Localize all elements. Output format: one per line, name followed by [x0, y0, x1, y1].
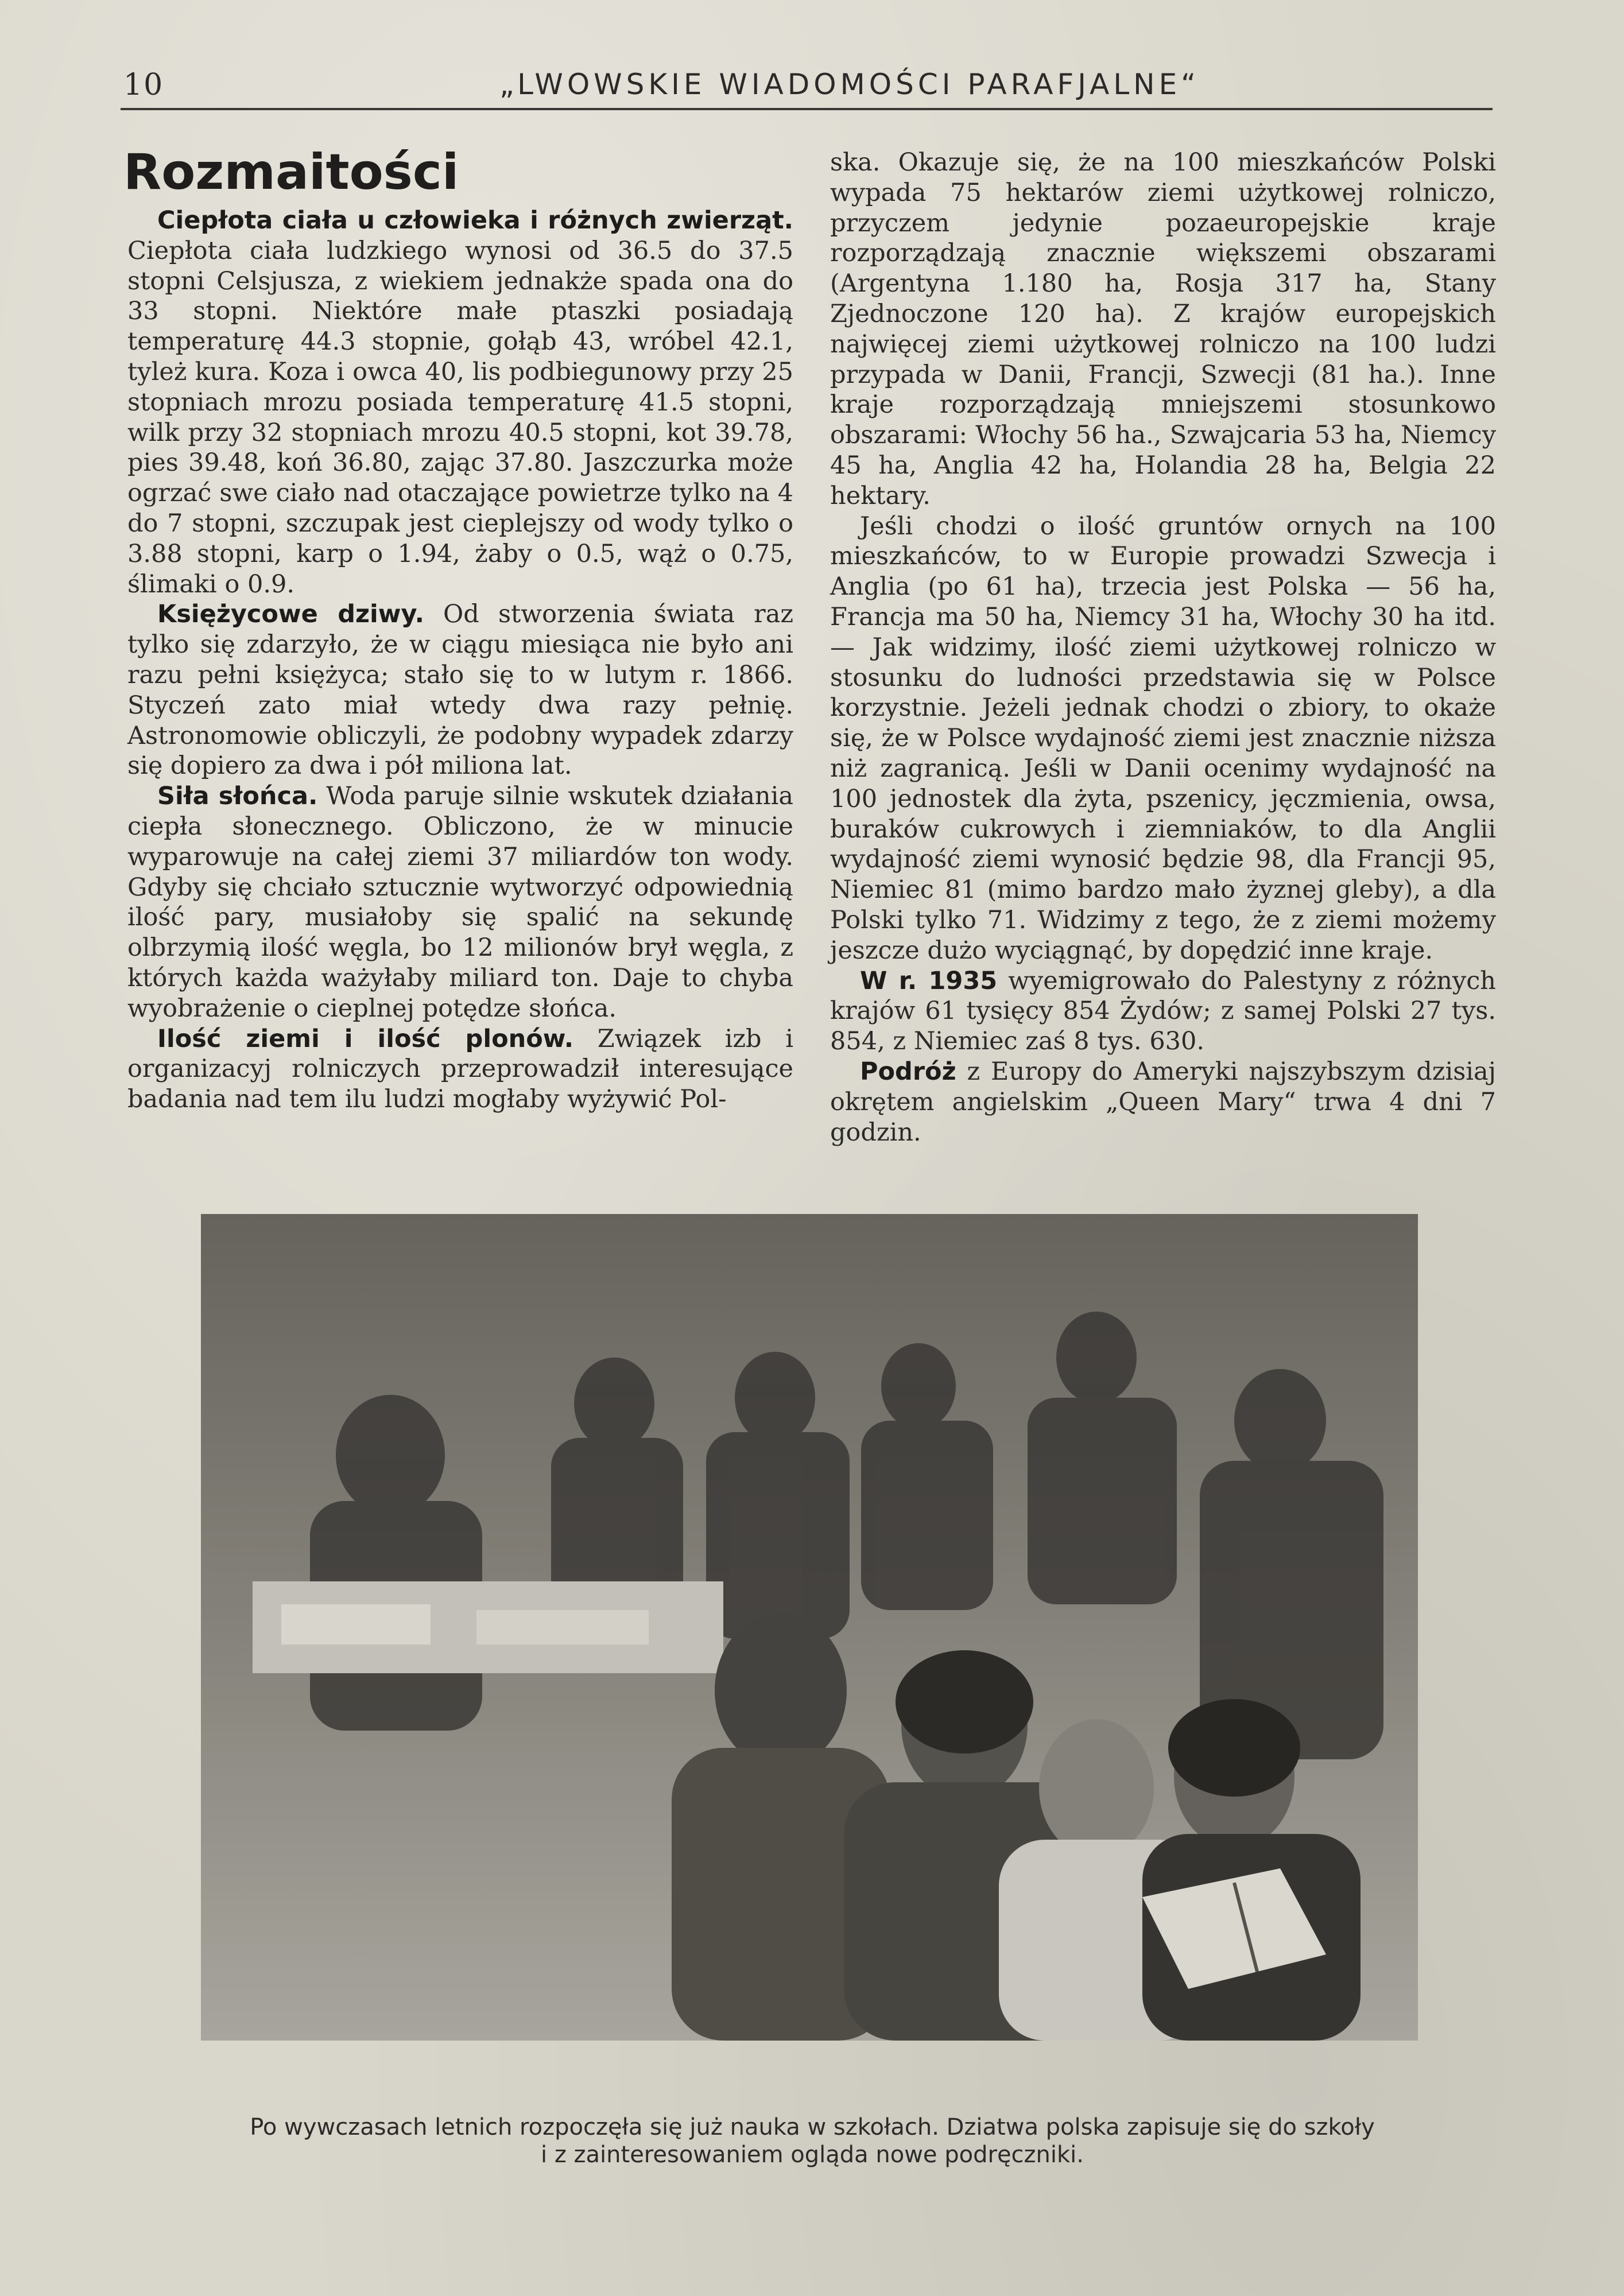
caption-line: Po wywczasach letnich rozpoczęła się już nauka w szkołach. Dziatwa polska zapisuje się do szkoły [250, 2114, 1375, 2140]
publication-title: „LWOWSKIE WIADOMOŚCI PARAFJALNE“ [499, 68, 1200, 101]
article-text: Jeśli chodzi o ilość gruntów ornych na 100 mieszkańców, to w Europie prowadzi Szwecja i Anglia (po 61 ha), trzecia jest Polska — 56 ha, Francja ma 50 ha, Niemcy 31 ha, Włochy 30 ha itd. — Jak widzimy, ilość ziemi użytkowej rolniczo w stosunku do ludności przedstawia się w Polsce korzystnie. Jeżeli jednak chodzi o zbiory, to okaże się, że w Polsce wydajność ziemi jest znacznie niższa niż zagranicą. Jeśli w Danii ocenimy wydajność na 100 jednostek dla żyta, pszenicy, jęczmienia, owsa, buraków cukrowych i ziemniaków, to dla Anglii wydajność ziemi wynosić będzie 98, dla Francji 95, Niemiec 81 (mimo bardzo mało żyznej gleby), a dla Polski tylko 71. Widzimy z tego, że z ziemi możemy jeszcze dużo wyciągnąć, by dopędzić inne kraje. [830, 511, 1496, 965]
schoolchildren-reading-textbook-icon [201, 1214, 1418, 2041]
article-text: z Europy do Ameryki najszybszym dzisiaj okrętem angielskim „Queen Mary“ trwa 4 dni 7 godzin. [830, 1057, 1496, 1147]
article-text: Związek izb i organizacyj rolniczych przeprowadził interesujące badania nad tem ilu ludzi mogłaby wyżywić Pol- [127, 1024, 793, 1114]
photo-caption [144, 2113, 1481, 2169]
article-arable-land [830, 511, 1496, 966]
article-land-yield-continued [830, 148, 1496, 511]
article-moon [127, 599, 793, 781]
article-lead: W r. 1935 [860, 966, 998, 995]
header-divider [121, 108, 1493, 110]
left-column [127, 205, 793, 1115]
article-text: Od stworzenia świata raz tylko się zdarzyło, że w ciągu miesiąca nie było ani razu pełni księżyca; stało się to w lutym r. 1866. Styczeń zato miał wtedy dwa razy pełnię. Astronomowie obliczyli, że podobny wypadek zdarzy się dopiero za dwa i pół miliona lat. [127, 600, 794, 781]
article-lead: Siła słońca. [157, 782, 318, 811]
article-text: ska. Okazuje się, że na 100 mieszkańców Polski wypada 75 hektarów ziemi użytkowej rolniczo, przyczem jedynie pozaeuropejskie kraje rozporządzają znacznie większemi obszarami (Argentyna 1.180 ha, Rosja 317 ha, Stany Zjednoczone 120 ha). Z krajów europejskich najwięcej ziemi użytkowej rolniczo na 100 ludzi przypada w Danii, Francji, Szwecji (81 ha.). Inne kraje rozporządzają mniejszemi stosunkowo obszarami: Włochy 56 ha., Szwajcaria 53 ha, Niemcy 45 ha, Anglia 42 ha, Holandia 28 ha, Belgia 22 hektary. [830, 148, 1496, 510]
section-title: Rozmaitości [123, 144, 459, 201]
article-text: wyemigrowało do Palestyny z różnych krajów 61 tysięcy 854 Żydów; z samej Polski 27 tys. 854, z Niemiec zaś 8 tys. 630. [830, 966, 1496, 1056]
article-lead: Podróż [860, 1057, 956, 1086]
page-number: 10 [123, 68, 164, 102]
article-emigration [830, 966, 1496, 1057]
caption-line: i z zainteresowaniem ogląda nowe podręczniki. [541, 2142, 1084, 2168]
article-sun-power [127, 781, 793, 1023]
schoolchildren-photo [201, 1214, 1418, 2041]
right-column [830, 148, 1496, 1147]
article-text: Ciepłota ciała ludzkiego wynosi od 36.5 do 37.5 stopni Celsjusza, z wiekiem jednakże spada ona do 33 stopni. Niektóre małe ptaszki posiadają temperaturę 44.3 stopnie, gołąb 43, wróbel 42.1, tyleż kura. Koza i owca 40, lis podbiegunowy przy 25 stopniach mrozu posiada temperaturę 41.5 stopni, wilk przy 32 stopniach mrozu 40.5 stopni, kot 39.78, pies 39.48, koń 36.80, zając 37.80. Jaszczurka może ogrzać swe ciało nad otaczające powietrze tylko na 4 do 7 stopni, szczupak jest cieplejszy od wody tylko o 3.88 stopni, karp o 1.94, żaby o 0.5, wąż o 0.75, ślimaki o 0.9. [127, 236, 793, 599]
article-text: Woda paruje silnie wskutek działania ciepła słonecznego. Obliczono, że w minucie wyparowuje na całej ziemi 37 miliardów ton wody. Gdyby się chciało sztucznie wytworzyć odpowiednią ilość pary, musiałoby się spalić na sekundę olbrzymią ilość węgla, bo 12 milionów brył węgla, z których każda ważyłaby miliard ton. Daje to chyba wyobrażenie o cieplnej potędze słońca. [127, 782, 793, 1023]
article-lead: Ciepłota ciała u człowieka i różnych zwierząt. [157, 206, 793, 235]
article-lead: Księżycowe dziwy. [157, 600, 424, 629]
article-voyage [830, 1057, 1496, 1147]
article-lead: Ilość ziemi i ilość plonów. [157, 1024, 574, 1053]
article-body-temperature [127, 205, 793, 599]
article-land-yield [127, 1024, 793, 1115]
